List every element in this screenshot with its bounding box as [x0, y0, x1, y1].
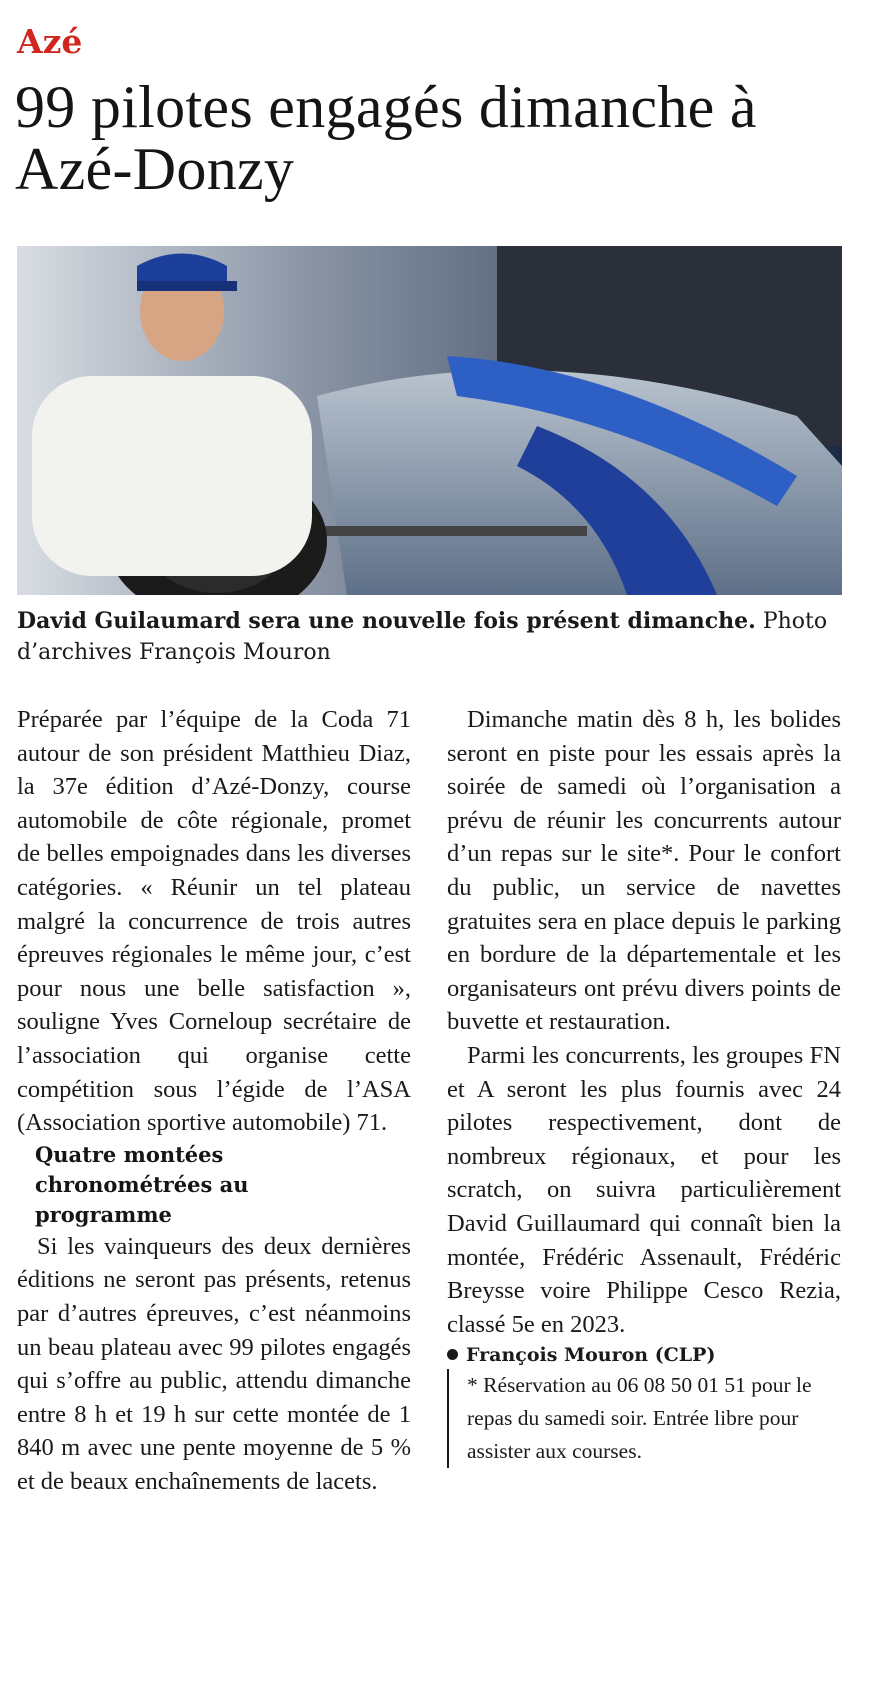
- article-photo: [17, 246, 842, 595]
- subheading: Quatre montées chronométrées au programme: [35, 1141, 249, 1227]
- bullet-dot-icon: [447, 1349, 458, 1360]
- photo-caption: [17, 606, 847, 668]
- author-name: François Mouron (CLP): [466, 1344, 716, 1367]
- caption-bold: David Guilaumard sera une nouvelle fois présent dimanche.: [17, 608, 756, 634]
- reservation-note: * Réservation au 06 08 50 01 51 pour le repas du samedi soir. Entrée libre pour assister aux courses.: [447, 1369, 841, 1468]
- article-column-left: [17, 703, 411, 1498]
- author-byline: [447, 1341, 841, 1369]
- paragraph-intro: Préparée par l’équipe de la Coda 71 autour de son président Matthieu Diaz, la 37e édition d’Azé-Donzy, course automobile de côte régionale, promet de belles empoignades dans les diverses catégories. « Réunir un tel plateau malgré la concurrence de trois autres épreuves régionales le même jour, c’est pour nous une belle satisfaction », souligne Yves Corneloup secrétaire de l’association qui organise cette compétition sous l’égide de l’ASA (Association sportive automobile) 71.: [17, 706, 411, 1137]
- article-column-right: [447, 703, 841, 1468]
- race-car-photo-icon: [17, 246, 842, 595]
- paragraph-dimanche: Dimanche matin dès 8 h, les bolides seront en piste pour les essais après la soirée de samedi où l’organisation a prévu de réunir les concurrents autour d’un repas sur le site*. Pour le confort du public, un service de navettes gratuites sera en place depuis le parking en bordure de la départementale et les organisateurs ont prévu divers points de buvette et restauration.: [447, 706, 841, 1036]
- paragraph-concurrents: Parmi les concurrents, les groupes FN et A seront les plus fournis avec 24 pilotes respectivement, dont de nombreux régionaux, et pour les scratch, on suivra particulièrement David Guillaumard qui connaît bien la montée, Frédéric Assenault, Frédéric Breysse voire Philippe Cesco Rezia, classé 5e en 2023.: [447, 1041, 841, 1338]
- article-headline: 99 pilotes engagés dimanche à Azé-Donzy: [15, 74, 757, 202]
- paragraph-plateau: Si les vainqueurs des deux dernières éditions ne seront pas présents, retenus par d’autres épreuves, c’est néanmoins un beau plateau avec 99 pilotes engagés qui s’offre au public, attendu dimanche entre 8 h et 19 h sur cette montée de 1 840 m avec une pente moyenne de 5 % et de beaux enchaînements de lacets.: [17, 1232, 411, 1495]
- section-kicker: Azé: [17, 22, 83, 61]
- photo-credit: Photo d’archives François Mouron: [17, 609, 828, 665]
